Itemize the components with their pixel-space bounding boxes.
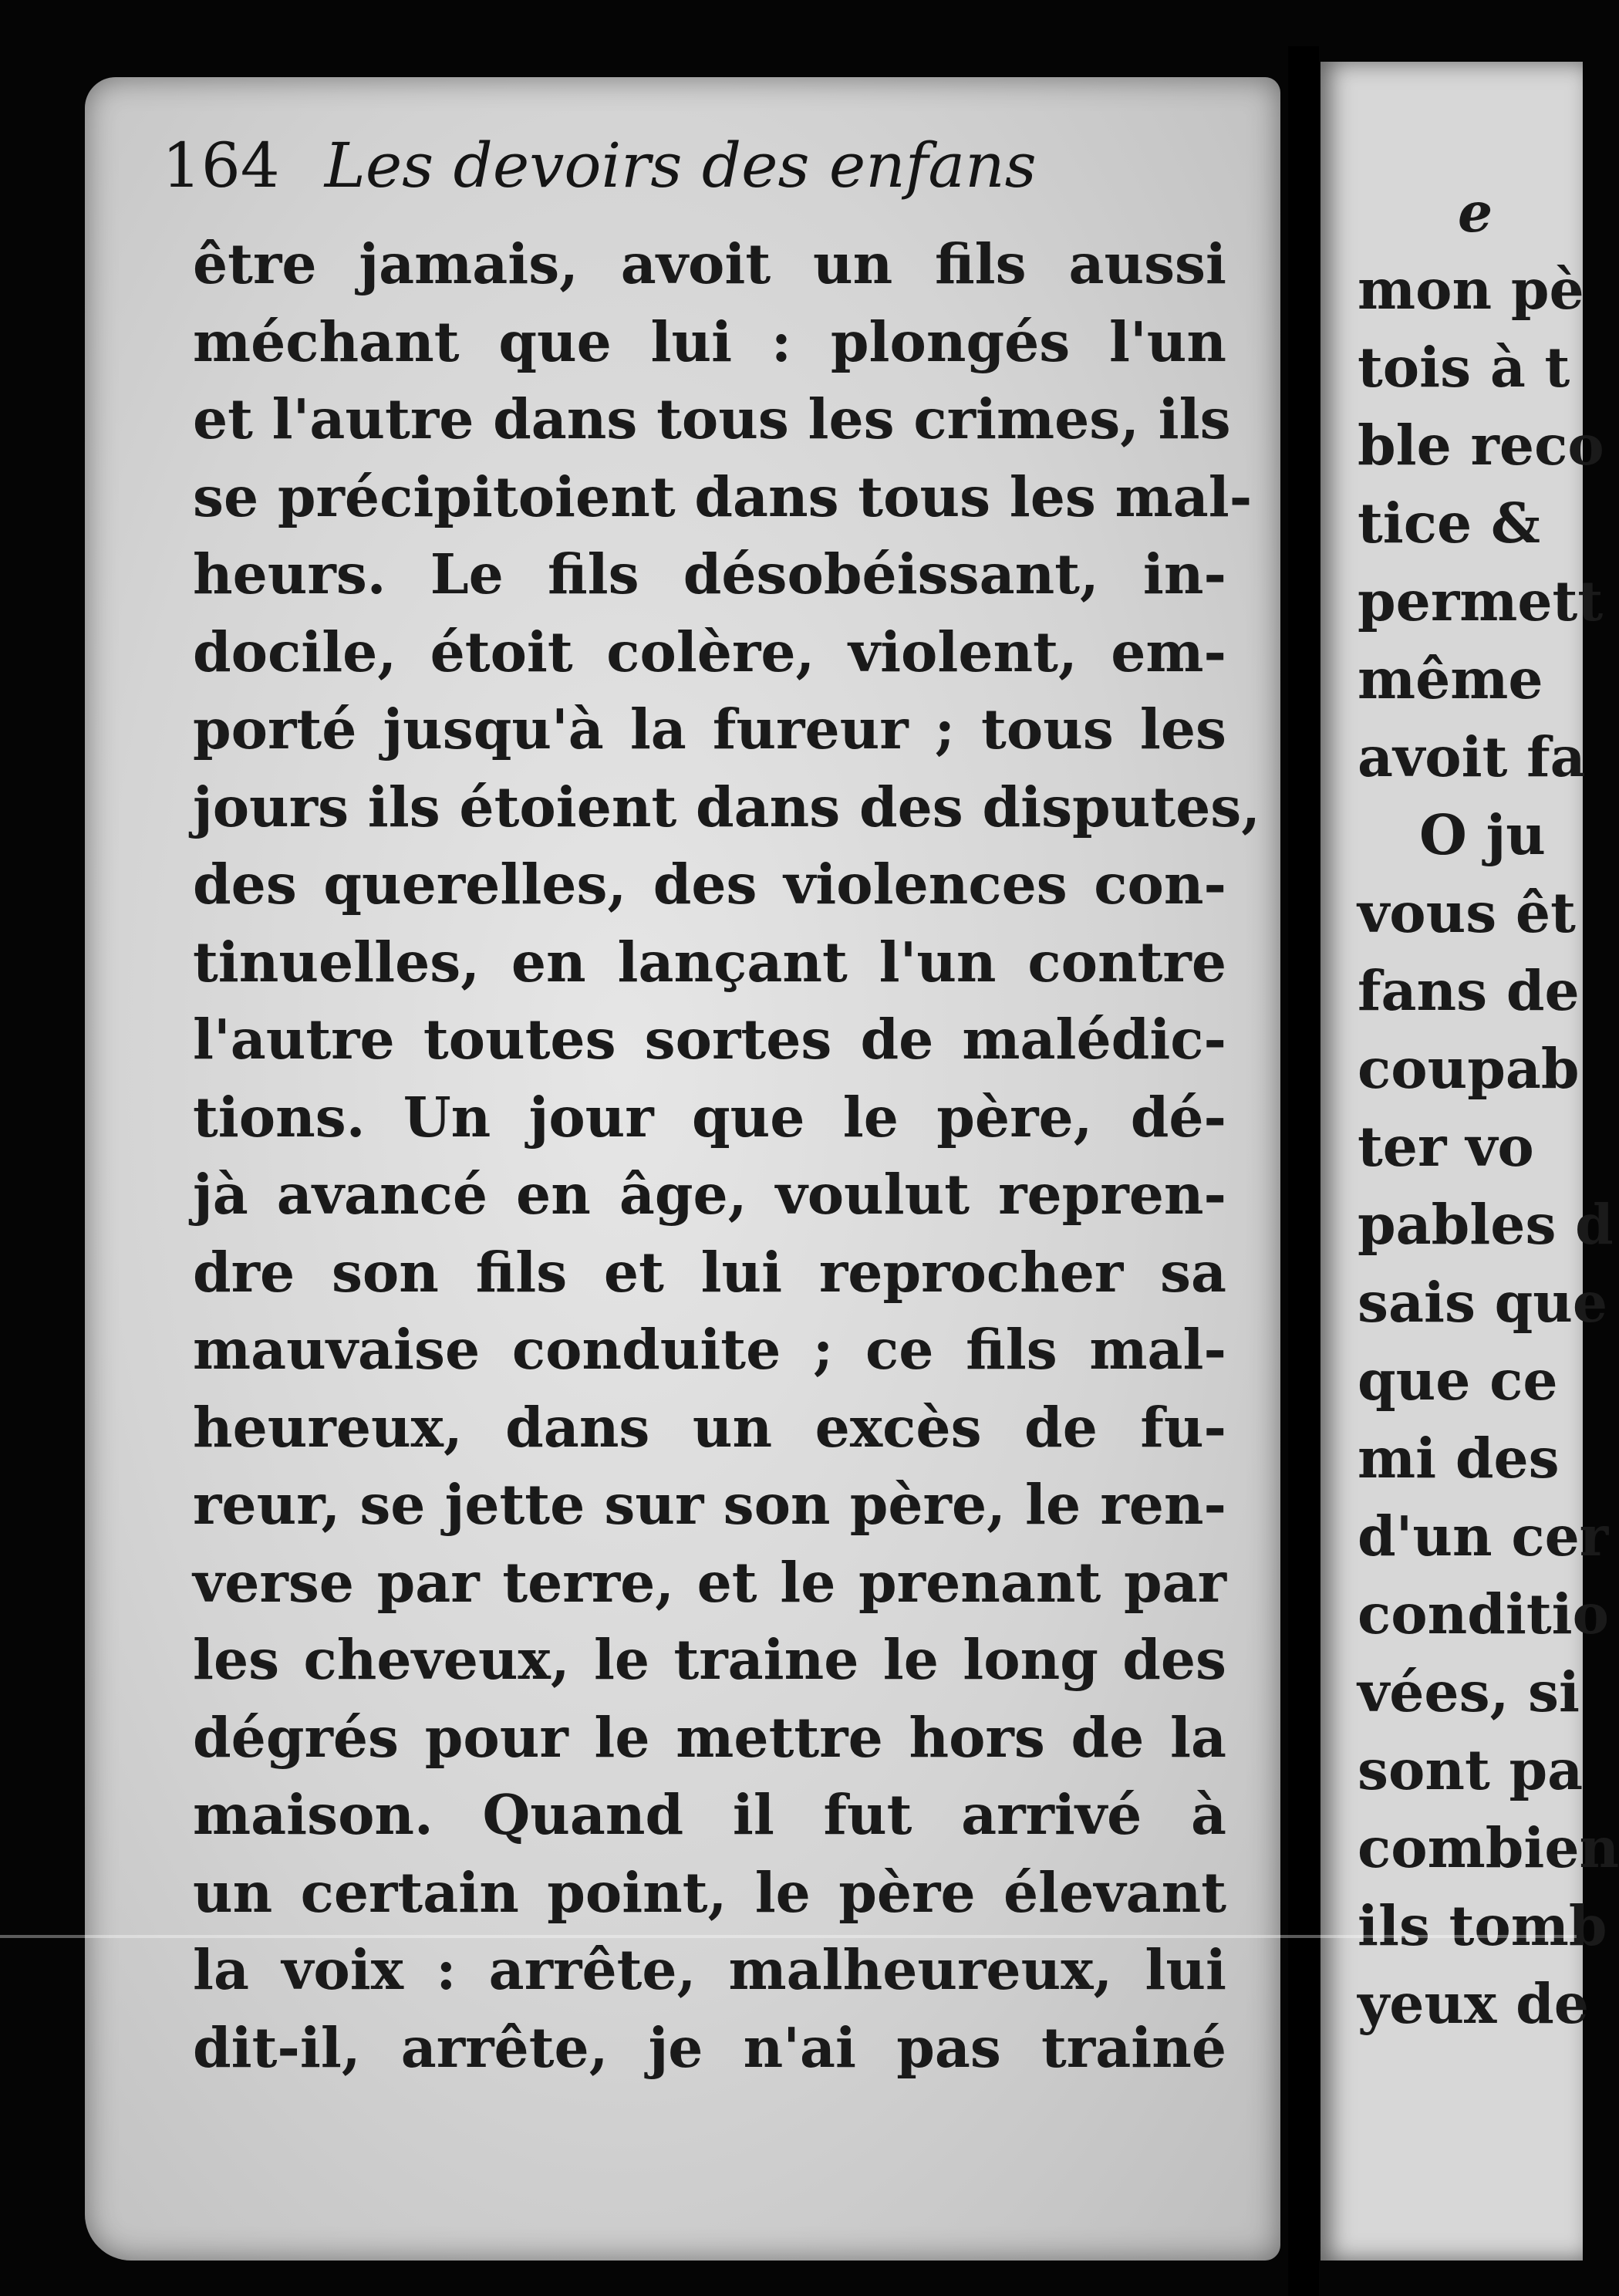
text-line: conditio — [1358, 1582, 1609, 1646]
text-line: sais que — [1358, 1270, 1608, 1335]
text-line: ble reco — [1358, 413, 1604, 478]
text-line: des querelles, des violences con- — [193, 852, 1226, 917]
text-line: un certain point, le père élevant — [193, 1859, 1226, 1925]
right-running-head-fragment: e — [1458, 180, 1493, 245]
left-page-text — [193, 225, 1260, 2086]
text-line: combien — [1358, 1815, 1619, 1880]
scan-artifact-line — [0, 1935, 1577, 1938]
text-line: tice & — [1358, 491, 1540, 555]
text-line: ils tomb — [1358, 1893, 1607, 1958]
right-page-text — [1358, 174, 1619, 2043]
text-line: tions. Un jour que le père, dé- — [193, 1084, 1226, 1150]
page-number: 164 — [162, 130, 280, 201]
text-line: vées, si — [1358, 1660, 1580, 1724]
text-line: pables d — [1358, 1192, 1614, 1257]
text-line: se précipitoient dans tous les mal- — [193, 464, 1253, 529]
book-gutter — [1288, 46, 1319, 2296]
text-line: mauvaise conduite ; ce fils mal- — [193, 1317, 1226, 1382]
text-line: tois à t — [1358, 335, 1570, 400]
text-line: vous êt — [1358, 880, 1576, 945]
text-line: O ju — [1419, 802, 1546, 867]
text-line: avoit fa — [1358, 724, 1586, 789]
text-line: mi des — [1358, 1426, 1560, 1491]
text-line: être jamais, avoit un fils aussi — [193, 231, 1226, 296]
text-line: heurs. Le fils désobéissant, in- — [193, 542, 1226, 606]
text-line: porté jusqu'à la fureur ; tous les — [193, 697, 1226, 761]
text-line: méchant que lui : plongés l'un — [193, 309, 1226, 374]
text-line: sont pa — [1358, 1737, 1584, 1802]
text-line: maison. Quand il fut arrivé à — [193, 1782, 1226, 1847]
text-line: et l'autre dans tous les crimes, ils — [193, 387, 1231, 451]
text-line: dégrés pour le mettre hors de la — [193, 1704, 1226, 1770]
text-line: l'autre toutes sortes de malédic- — [193, 1007, 1226, 1072]
text-line: les cheveux, le traine le long des — [193, 1627, 1226, 1692]
text-line: permett — [1358, 569, 1604, 633]
running-head-title: Les devoirs des enfans — [324, 130, 1037, 201]
text-line: d'un cer — [1358, 1504, 1609, 1568]
text-line: coupab — [1358, 1036, 1580, 1101]
text-line: jours ils étoient dans des disputes, — [193, 774, 1260, 839]
running-header — [162, 130, 1165, 214]
text-line: que ce — [1358, 1348, 1558, 1413]
text-line: dit-il, arrête, je n'ai pas trainé — [193, 2014, 1226, 2080]
text-line: fans de — [1358, 958, 1580, 1023]
text-line: mon pè — [1358, 257, 1584, 322]
text-line: yeux de — [1358, 1971, 1589, 2036]
text-line: ter vo — [1358, 1114, 1534, 1179]
text-line: docile, étoit colère, violent, em- — [193, 619, 1226, 684]
text-line: la voix : arrête, malheureux, lui — [193, 1937, 1226, 2002]
text-line: dre son fils et lui reprocher sa — [193, 1239, 1226, 1305]
text-line: jà avancé en âge, voulut repren- — [193, 1162, 1226, 1227]
text-line: même — [1358, 647, 1543, 711]
text-line: reur, se jette sur son père, le ren- — [193, 1472, 1226, 1537]
text-line: heureux, dans un excès de fu- — [193, 1394, 1226, 1460]
text-line: tinuelles, en lançant l'un contre — [193, 929, 1226, 994]
text-line: verse par terre, et le prenant par — [193, 1549, 1226, 1615]
